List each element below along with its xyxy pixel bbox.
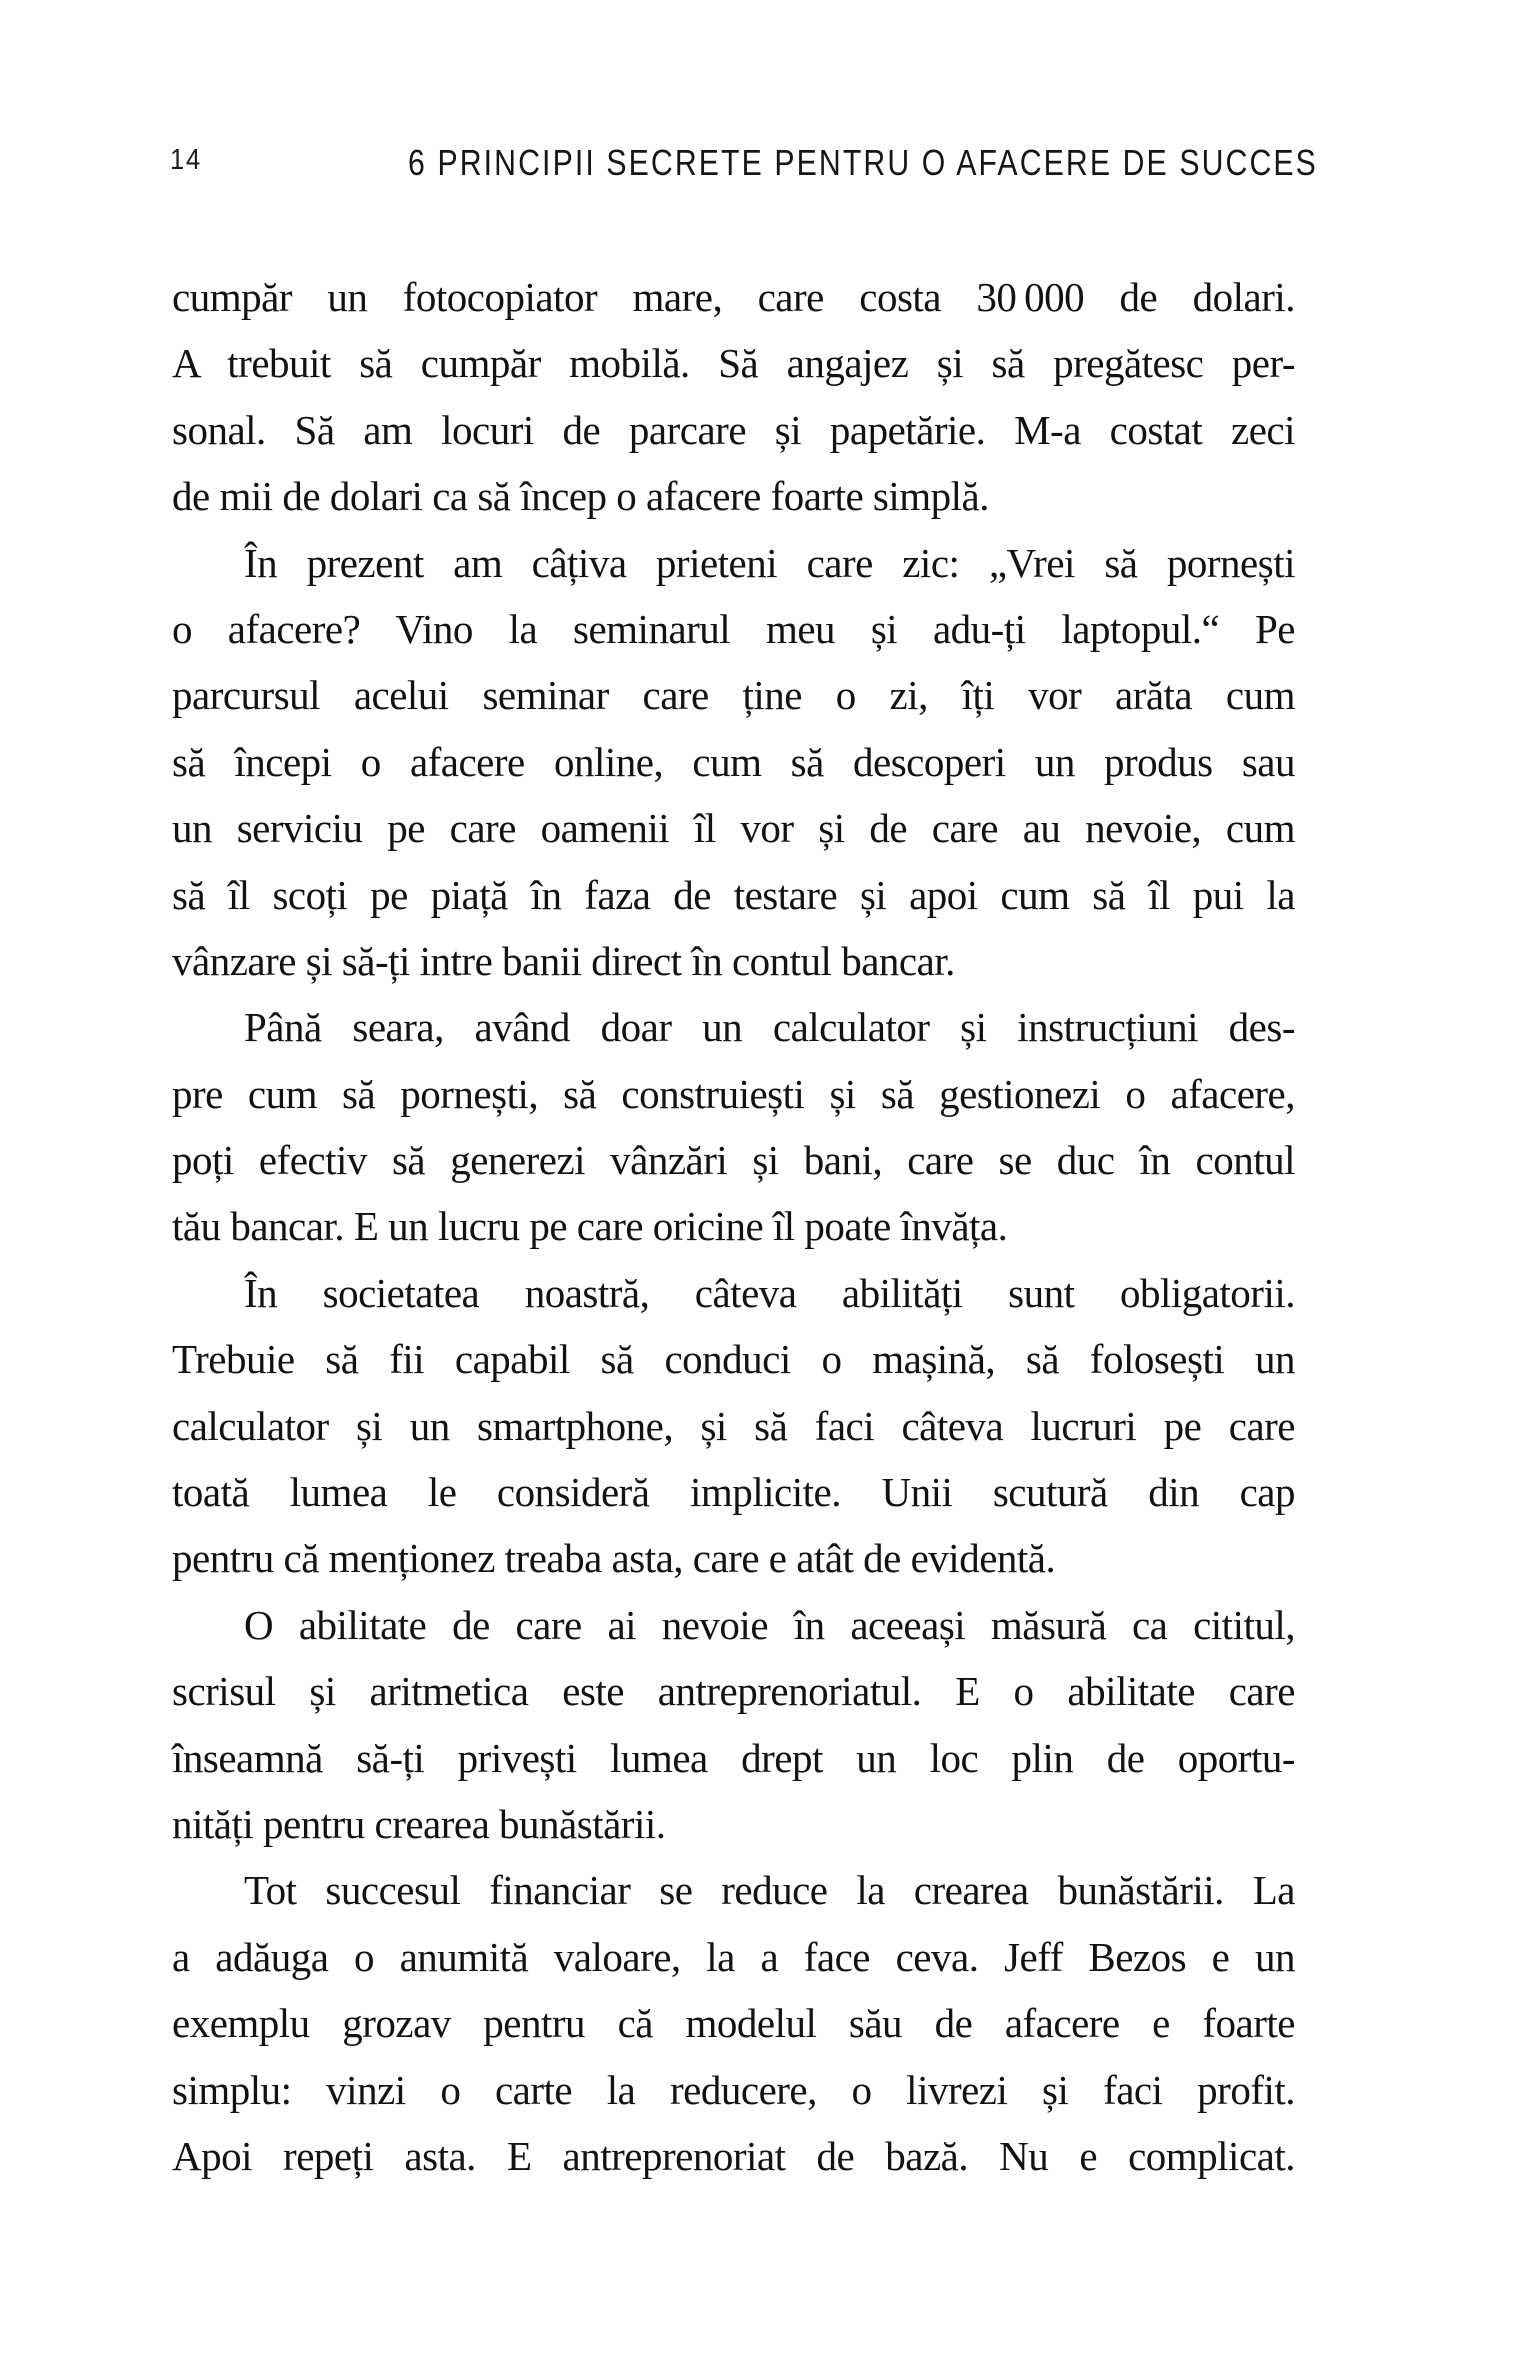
text-line: pre cum să pornești, să construiești și să gestionezi o afacere,	[172, 1070, 1295, 1117]
text-line: o afacere? Vino la seminarul meu și adu-ți laptopul.“ Pe	[172, 605, 1295, 652]
running-header	[0, 0, 1535, 200]
text-line: înseamnă să-ți privești lumea drept un loc plin de oportu-	[172, 1734, 1295, 1781]
text-line: nități pentru crearea bunăstării.	[172, 1800, 666, 1847]
text-line: În societatea noastră, câteva abilități sunt obligatorii.	[244, 1269, 1295, 1316]
text-block	[172, 264, 1295, 2189]
text-line: Tot succesul financiar se reduce la crearea bunăstării. La	[244, 1867, 1295, 1914]
text-line: simplu: vinzi o carte la reducere, o livrezi și faci profit.	[172, 2066, 1295, 2113]
text-line: tău bancar. E un lucru pe care oricine îl poate învăța.	[172, 1203, 1008, 1250]
text-line: A trebuit să cumpăr mobilă. Să angajez și să pregătesc per-	[172, 340, 1295, 387]
text-line: toată lumea le consideră implicite. Unii scutură din cap	[172, 1469, 1295, 1516]
paragraph	[172, 264, 1295, 530]
text-line: O abilitate de care ai nevoie în aceeași măsură ca cititul,	[244, 1601, 1295, 1648]
page-number: 14	[170, 144, 202, 176]
text-line: a adăuga o anumită valoare, la a face ceva. Jeff Bezos e un	[172, 1933, 1295, 1980]
paragraph	[172, 1260, 1295, 1592]
text-line: vânzare și să-ți intre banii direct în contul bancar.	[172, 937, 955, 984]
text-line: de mii de dolari ca să încep o afacere foarte simplă.	[172, 473, 990, 520]
text-line: Trebuie să fii capabil să conduci o mașină, să folosești un	[172, 1336, 1295, 1383]
running-title: 6 PRINCIPII SECRETE PENTRU O AFACERE DE SUCCES	[408, 142, 1318, 183]
paragraph	[172, 1592, 1295, 1858]
text-line: un serviciu pe care oamenii îl vor și de care au nevoie, cum	[172, 805, 1295, 852]
text-line: calculator și un smartphone, și să faci câteva lucruri pe care	[172, 1402, 1295, 1449]
text-line: pentru că menționez treaba asta, care e atât de evidentă.	[172, 1535, 1056, 1582]
paragraph	[172, 530, 1295, 995]
text-line: scrisul și aritmetica este antreprenoriatul. E o abilitate care	[172, 1668, 1295, 1715]
text-line: cumpăr un fotocopiator mare, care costa 30 000 de dolari.	[172, 274, 1295, 320]
text-line: parcursul acelui seminar care ține o zi, îți vor arăta cum	[172, 672, 1295, 719]
text-line: Apoi repeți asta. E antreprenoriat de bază. Nu e complicat.	[172, 2132, 1295, 2179]
text-line: sonal. Să am locuri de parcare și papetărie. M-a costat zeci	[172, 406, 1295, 453]
paragraph	[172, 994, 1295, 1260]
text-line: În prezent am câțiva prieteni care zic: „Vrei să pornești	[244, 539, 1295, 586]
text-line: poți efectiv să generezi vânzări și bani, care se duc în contul	[172, 1137, 1295, 1184]
text-line: exemplu grozav pentru că modelul său de afacere e foarte	[172, 2000, 1295, 2047]
text-line: Până seara, având doar un calculator și instrucțiuni des-	[244, 1004, 1295, 1051]
text-line: să începi o afacere online, cum să descoperi un produs sau	[172, 738, 1295, 785]
text-line: să îl scoți pe piață în faza de testare și apoi cum să îl pui la	[172, 871, 1295, 918]
paragraph	[172, 1857, 1295, 2189]
